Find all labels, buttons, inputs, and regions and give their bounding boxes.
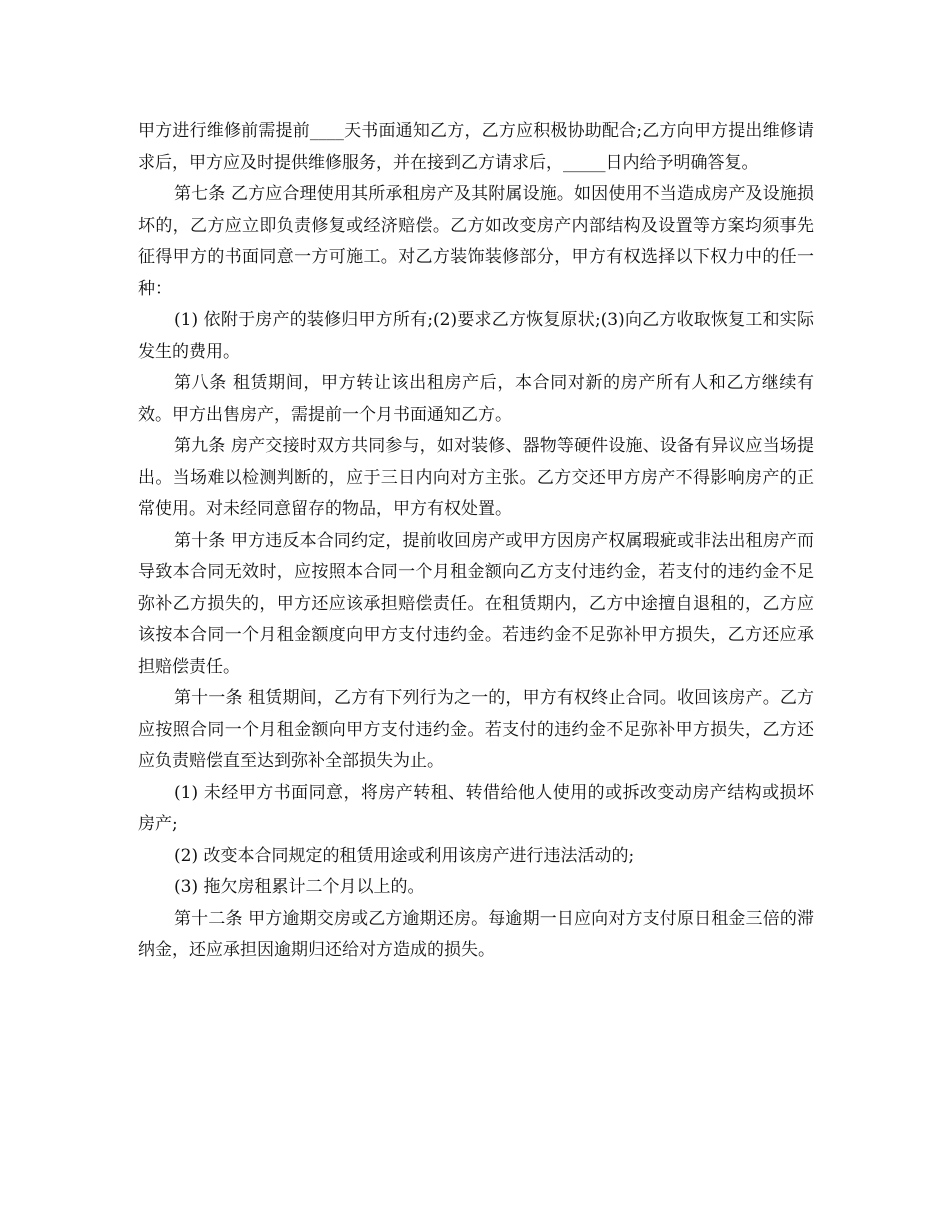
paragraph-article-11-item-1: (1) 未经甲方书面同意，将房产转租、转借给他人使用的或拆改变动房产结构或损坏房产; — [138, 782, 814, 834]
paragraph-article-11-item-3: (3) 拖欠房租累计二个月以上的。 — [174, 877, 425, 897]
paragraph-article-12: 第十二条 甲方逾期交房或乙方逾期还房。每逾期一日应向对方支付原日租金三倍的滞纳金，还应承担因逾期归还给对方造成的损失。 — [138, 908, 814, 960]
paragraph-article-8: 第八条 租赁期间，甲方转让该出租房产后，本合同对新的房产所有人和乙方继续有效。甲方出售房产，需提前一个月书面通知乙方。 — [138, 373, 814, 425]
paragraph-article-11-item-2: (2) 改变本合同规定的租赁用途或利用该房产进行违法活动的; — [174, 845, 635, 866]
paragraph-article-10: 第十条 甲方违反本合同约定，提前收回房产或甲方因房产权属瑕疵或非法出租房产而 导致本合同无效时，应按照本合同一个月租金额向乙方支付违约金，若支付的违约金不足弥补乙方损失的，甲方还应该承担赔偿责任。在租赁期内，乙方中途擅自退租的，乙方应该按本合同一个月租金额度向甲方支付违约金。若违约金不足弥补甲方损失，乙方还应承担赔偿责任。 — [138, 530, 814, 677]
paragraph-article-11: 第十一条 租赁期间，乙方有下列行为之一的，甲方有权终止合同。收回该房产。乙方应按照合同一个月租金额向甲方支付违约金。若支付的违约金不足弥补甲方损失，乙方还应负责赔偿直至达到弥补全部损失为止。 — [138, 688, 814, 771]
paragraph-maintenance-notice: 甲方进行维修前需提前____天书面通知乙方，乙方应积极协助配合;乙方向甲方提出维修请求后，甲方应及时提供维修服务，并在接到乙方请求后，_____日内给予明确答复。 — [138, 121, 814, 173]
document-body — [138, 116, 814, 967]
paragraph-article-9: 第九条 房产交接时双方共同参与，如对装修、器物等硬件设施、设备有异议应当场提出。当场难以检测判断的，应于三日内向对方主张。乙方交还甲方房产不得影响房产的正常使用。对未经同意留存的物品，甲方有权处置。 — [138, 436, 814, 519]
paragraph-article-7: 第七条 乙方应合理使用其所承租房产及其附属设施。如因使用不当造成房产及设施损坏的，乙方应立即负责修复或经济赔偿。乙方如改变房产内部结构及设置等方案均须事先征得甲方的书面同意一方可施工。对乙方装饰装修部分，甲方有权选择以下权力中的任一种： — [138, 184, 814, 299]
paragraph-article-7-options: (1) 依附于房产的装修归甲方所有;(2)要求乙方恢复原状;(3)向乙方收取恢复工和实际发生的费用。 — [138, 310, 814, 362]
